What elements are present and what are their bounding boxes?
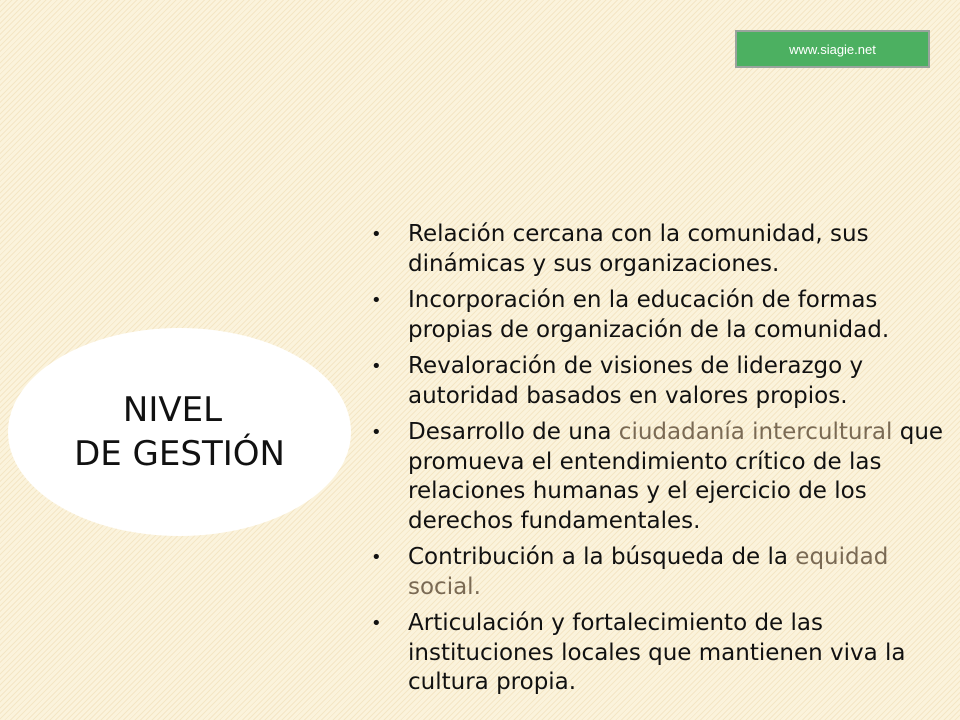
bullet-item <box>370 609 948 698</box>
bullet-dot-icon: • <box>371 422 382 443</box>
bullet-text: Desarrollo de una <box>408 419 619 445</box>
bullet-text-highlight: equidad social. <box>408 544 889 600</box>
ellipse-title <box>8 388 351 476</box>
bullet-text: Articulación y fortalecimiento de las instituciones locales que mantienen viva la cultura propia. <box>408 610 906 695</box>
bullet-text: que promueva el entendimiento crítico de las relaciones humanas y el ejercicio de los derechos fundamentales. <box>408 419 944 534</box>
bullet-dot-icon: • <box>371 224 382 245</box>
bullet-dot-icon: • <box>371 290 382 311</box>
ellipse-title-line-1: NIVEL <box>122 390 223 430</box>
bullet-dot-icon: • <box>371 613 382 634</box>
site-badge[interactable] <box>735 30 930 68</box>
bullet-text: Relación cercana con la comunidad, sus dinámicas y sus organizaciones. <box>408 221 869 277</box>
bullet-item <box>370 220 948 279</box>
site-badge-label: www.siagie.net <box>789 41 876 57</box>
bullet-item <box>370 543 948 602</box>
bullet-dot-icon: • <box>371 356 382 377</box>
bullet-dot-icon: • <box>371 547 382 568</box>
ellipse-title-line-2: DE GESTIÓN <box>74 434 285 474</box>
bullet-text: Incorporación en la educación de formas propias de organización de la comunidad. <box>408 287 890 343</box>
bullet-item <box>370 352 948 411</box>
bullet-list <box>370 220 948 705</box>
bullet-item <box>370 286 948 345</box>
bullet-text-highlight: ciudadanía intercultural <box>618 419 893 445</box>
bullet-text: Revaloración de visiones de liderazgo y autoridad basados en valores propios. <box>408 353 864 409</box>
bullet-text: Contribución a la búsqueda de la <box>408 544 796 570</box>
bullet-item <box>370 418 948 536</box>
